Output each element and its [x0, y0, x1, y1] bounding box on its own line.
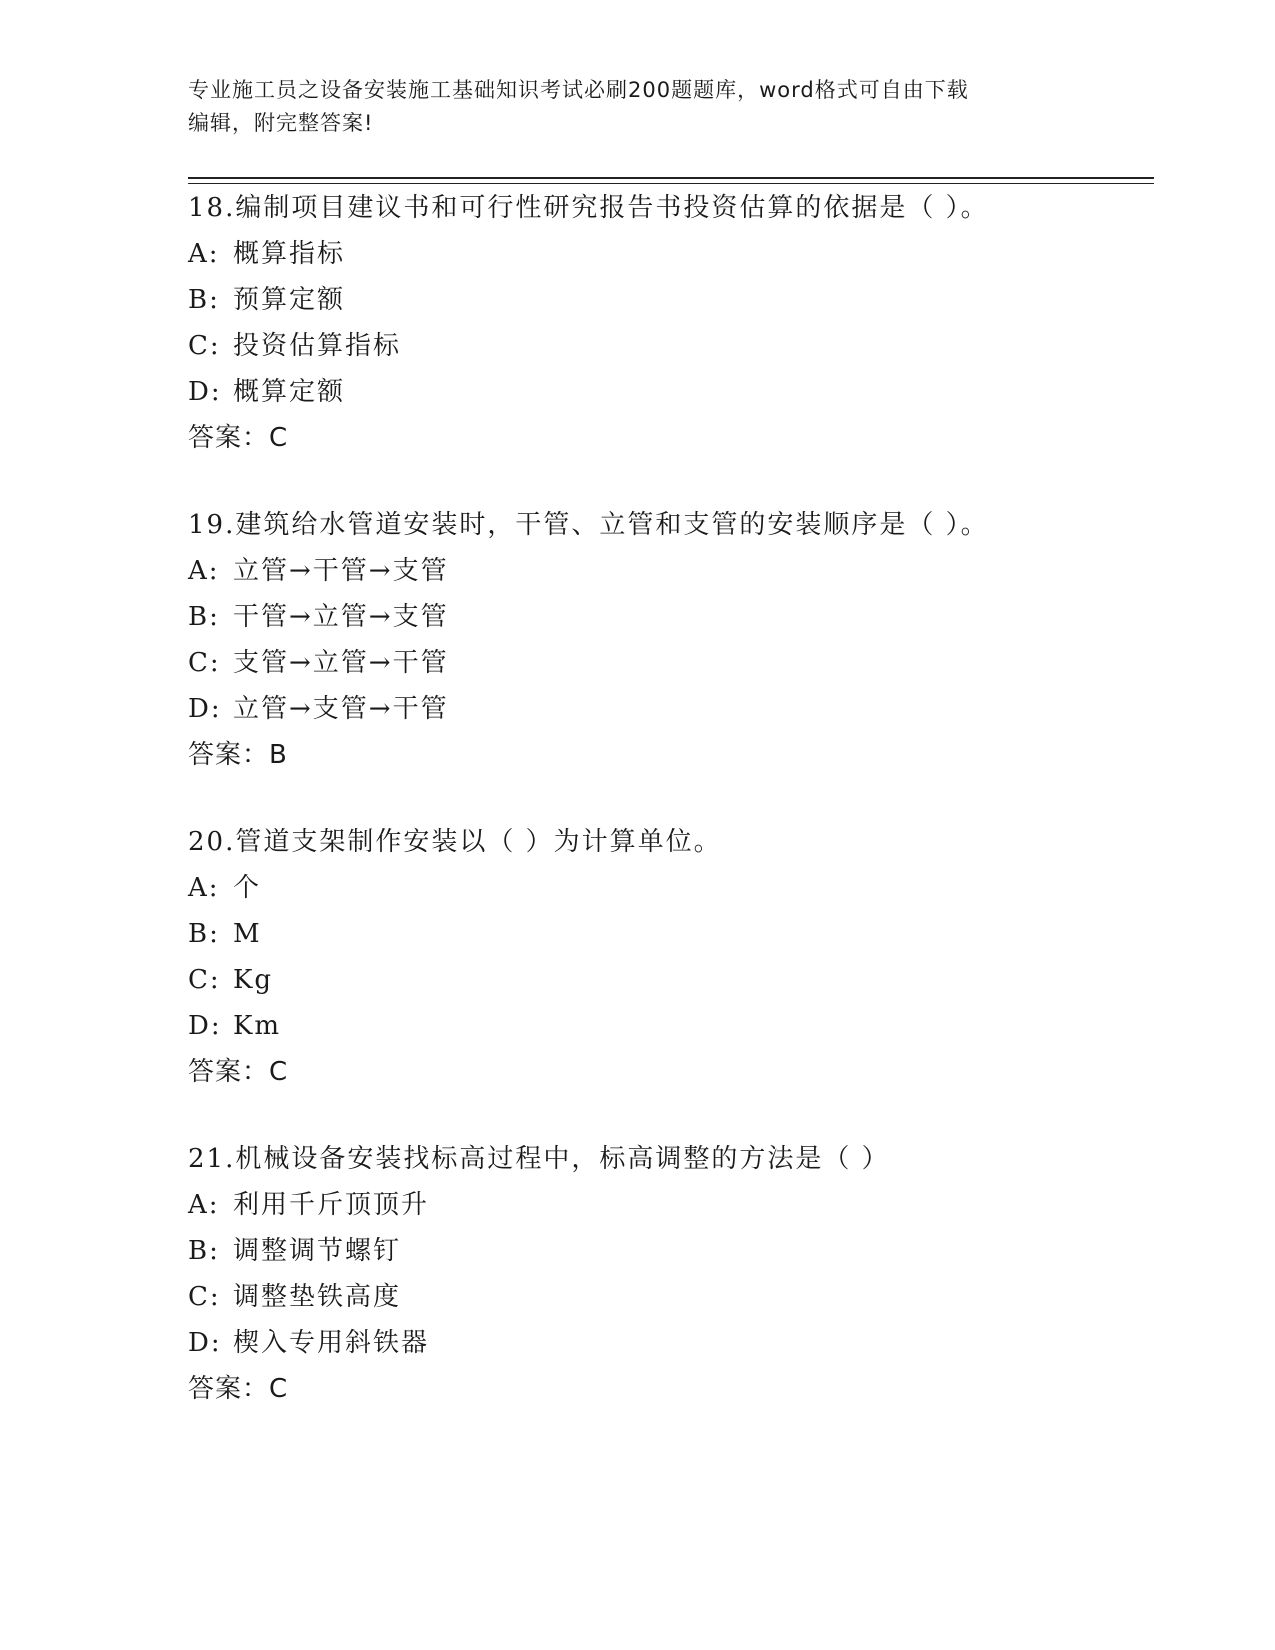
option-letter: D:	[188, 377, 222, 407]
option-text: Km	[233, 1011, 282, 1041]
question-block	[188, 819, 1148, 1095]
option-text: 支管→立管→干管	[233, 648, 449, 678]
option-text: 利用千斤顶顶升	[233, 1190, 430, 1220]
option-text: 调整调节螺钉	[233, 1236, 402, 1266]
option-text: M	[233, 919, 262, 949]
option-text: 投资估算指标	[233, 331, 402, 361]
option-a	[188, 865, 1148, 911]
question-stem: 21.机械设备安装找标高过程中，标高调整的方法是（ ）	[188, 1144, 890, 1174]
option-d	[188, 369, 1148, 415]
option-text: 概算定额	[233, 377, 346, 407]
option-text: 立管→支管→干管	[233, 694, 449, 724]
question-block	[188, 185, 1148, 461]
question-stem: 18.编制项目建议书和可行性研究报告书投资估算的依据是（ ）。	[188, 193, 989, 223]
option-d	[188, 1003, 1148, 1049]
option-b	[188, 277, 1148, 323]
question-stem: 20.管道支架制作安装以（ ）为计算单位。	[188, 827, 722, 857]
option-letter: C:	[188, 648, 221, 678]
answer: 答案：C	[188, 1057, 289, 1087]
option-letter: D:	[188, 694, 222, 724]
option-text: 概算指标	[233, 239, 346, 269]
option-text: 立管→干管→支管	[233, 556, 449, 586]
option-c	[188, 957, 1148, 1003]
answer: 答案：C	[188, 423, 289, 453]
option-c	[188, 323, 1148, 369]
option-d	[188, 1320, 1148, 1366]
header-line-1: 专业施工员之设备安装施工基础知识考试必刷200题题库，word格式可自由下载	[188, 78, 969, 102]
option-letter: B:	[188, 602, 220, 632]
option-b	[188, 911, 1148, 957]
option-letter: D:	[188, 1011, 222, 1041]
option-letter: B:	[188, 919, 220, 949]
option-text: 预算定额	[233, 285, 346, 315]
option-letter: D:	[188, 1328, 222, 1358]
option-b	[188, 1228, 1148, 1274]
option-letter: B:	[188, 285, 220, 315]
option-c	[188, 640, 1148, 686]
option-text: 个	[233, 873, 262, 903]
option-a	[188, 1182, 1148, 1228]
document-header	[188, 74, 1088, 140]
header-divider-thin	[188, 183, 1154, 184]
question-block	[188, 502, 1148, 778]
option-letter: A:	[188, 556, 220, 586]
header-line-2: 编辑，附完整答案!	[188, 111, 374, 135]
option-c	[188, 1274, 1148, 1320]
option-text: Kg	[233, 965, 274, 995]
option-letter: B:	[188, 1236, 220, 1266]
header-divider-thick	[188, 177, 1154, 179]
option-letter: A:	[188, 239, 220, 269]
option-a	[188, 231, 1148, 277]
answer: 答案：B	[188, 740, 288, 770]
option-b	[188, 594, 1148, 640]
option-text: 调整垫铁高度	[233, 1282, 402, 1312]
question-stem: 19.建筑给水管道安装时，干管、立管和支管的安装顺序是（ ）。	[188, 510, 989, 540]
option-letter: A:	[188, 1190, 220, 1220]
option-letter: C:	[188, 965, 221, 995]
option-letter: C:	[188, 1282, 221, 1312]
answer: 答案：C	[188, 1374, 289, 1404]
question-block	[188, 1136, 1148, 1412]
option-text: 楔入专用斜铁器	[233, 1328, 430, 1358]
option-letter: A:	[188, 873, 220, 903]
option-a	[188, 548, 1148, 594]
option-letter: C:	[188, 331, 221, 361]
option-text: 干管→立管→支管	[233, 602, 449, 632]
option-d	[188, 686, 1148, 732]
